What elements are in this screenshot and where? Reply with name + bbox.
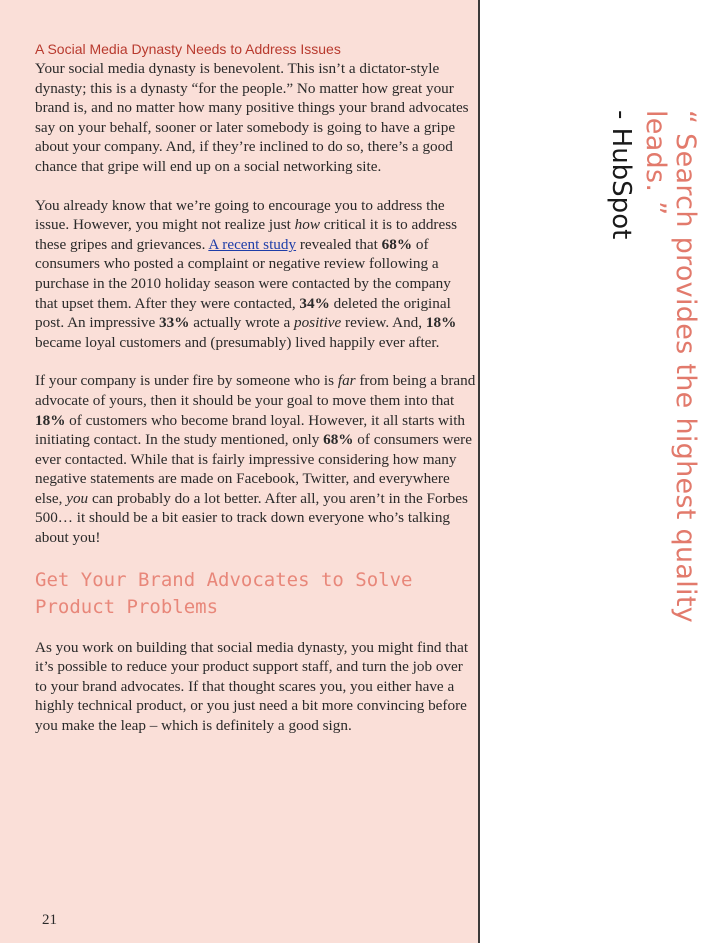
- stat-18: 18%: [35, 411, 66, 429]
- pull-quote-rotated: [580, 110, 700, 710]
- text-run: of consumers were ever contacted. While that is fairly impressive considering how many negative statements are made on Facebook, Twitter, and everywhere else,: [35, 431, 472, 507]
- page-number: 21: [42, 912, 57, 928]
- text-run: If your company is under fire by someone who is: [35, 372, 338, 390]
- text-run: can probably do a lot better. After all, you aren’t in the Forbes 500… it should be a bit easier to track down everyone who’s talking about you!: [35, 489, 468, 547]
- quote-text: “ Search provides the highest quality leads. ”: [640, 110, 701, 624]
- text-run: review. And,: [341, 314, 426, 332]
- text-run: of consumers who posted a complaint or negative review following a purchase in the 2010 holiday season were contacted by the company that upset them. After they were contacted,: [35, 235, 451, 312]
- text-run: of customers who become brand loyal. However, it all starts with initiating contact. In the study mentioned, only: [35, 411, 466, 449]
- emphasis-text: you: [66, 489, 89, 507]
- text-run: became loyal customers and (presumably) lived happily ever after.: [35, 333, 440, 351]
- paragraph-4: As you work on building that social media dynasty, you might find that it’s possible to reduce your product support staff, and turn the job over to your brand advocates. If that thought scares you, you either have a highly technical product, or you just need a bit more convincing before you make the leap – which is definitely a good sign.: [35, 638, 469, 735]
- text-run: deleted the original post. An impressive: [35, 294, 451, 332]
- stat-18: 18%: [425, 314, 457, 332]
- sub-heading: A Social Media Dynasty Needs to Address Issues: [35, 41, 341, 57]
- emphasis-text: far: [337, 372, 356, 390]
- text-run: revealed that: [296, 235, 382, 253]
- study-link[interactable]: A recent study: [208, 235, 297, 253]
- pull-quote: [580, 110, 700, 710]
- stat-34: 34%: [299, 294, 330, 312]
- quote-attribution: - HubSpot: [606, 110, 636, 240]
- emphasis-text: how: [294, 216, 320, 234]
- emphasis-text: positive: [293, 314, 342, 332]
- paragraph-2: [35, 196, 477, 353]
- stat-68: 68%: [381, 235, 413, 253]
- text-run: critical it is to address these gripes and grievances.: [35, 216, 458, 253]
- paragraph-3: [35, 371, 477, 547]
- stat-68: 68%: [323, 431, 354, 449]
- article-body: [35, 40, 477, 755]
- text-run: You already know that we’re going to encourage you to address the issue. However, you might not realize just: [35, 196, 445, 234]
- text-run: actually wrote a: [189, 314, 294, 332]
- paragraph-1: Your social media dynasty is benevolent. This isn’t a dictator-style dynasty; this is a dynasty “for the people.” No matter how great your brand is, and no matter how many positive things your brand advocates say on your behalf, sooner or later somebody is going to have a gripe about your company. And, if they’re inclined to do so, there’s a good chance that gripe will end up on a social networking site.: [35, 60, 469, 175]
- section-heading: Get Your Brand Advocates to Solve Product Problems: [35, 568, 413, 618]
- text-run: from being a brand advocate of yours, then it should be your goal to move them into that: [35, 372, 476, 409]
- stat-33: 33%: [159, 314, 190, 332]
